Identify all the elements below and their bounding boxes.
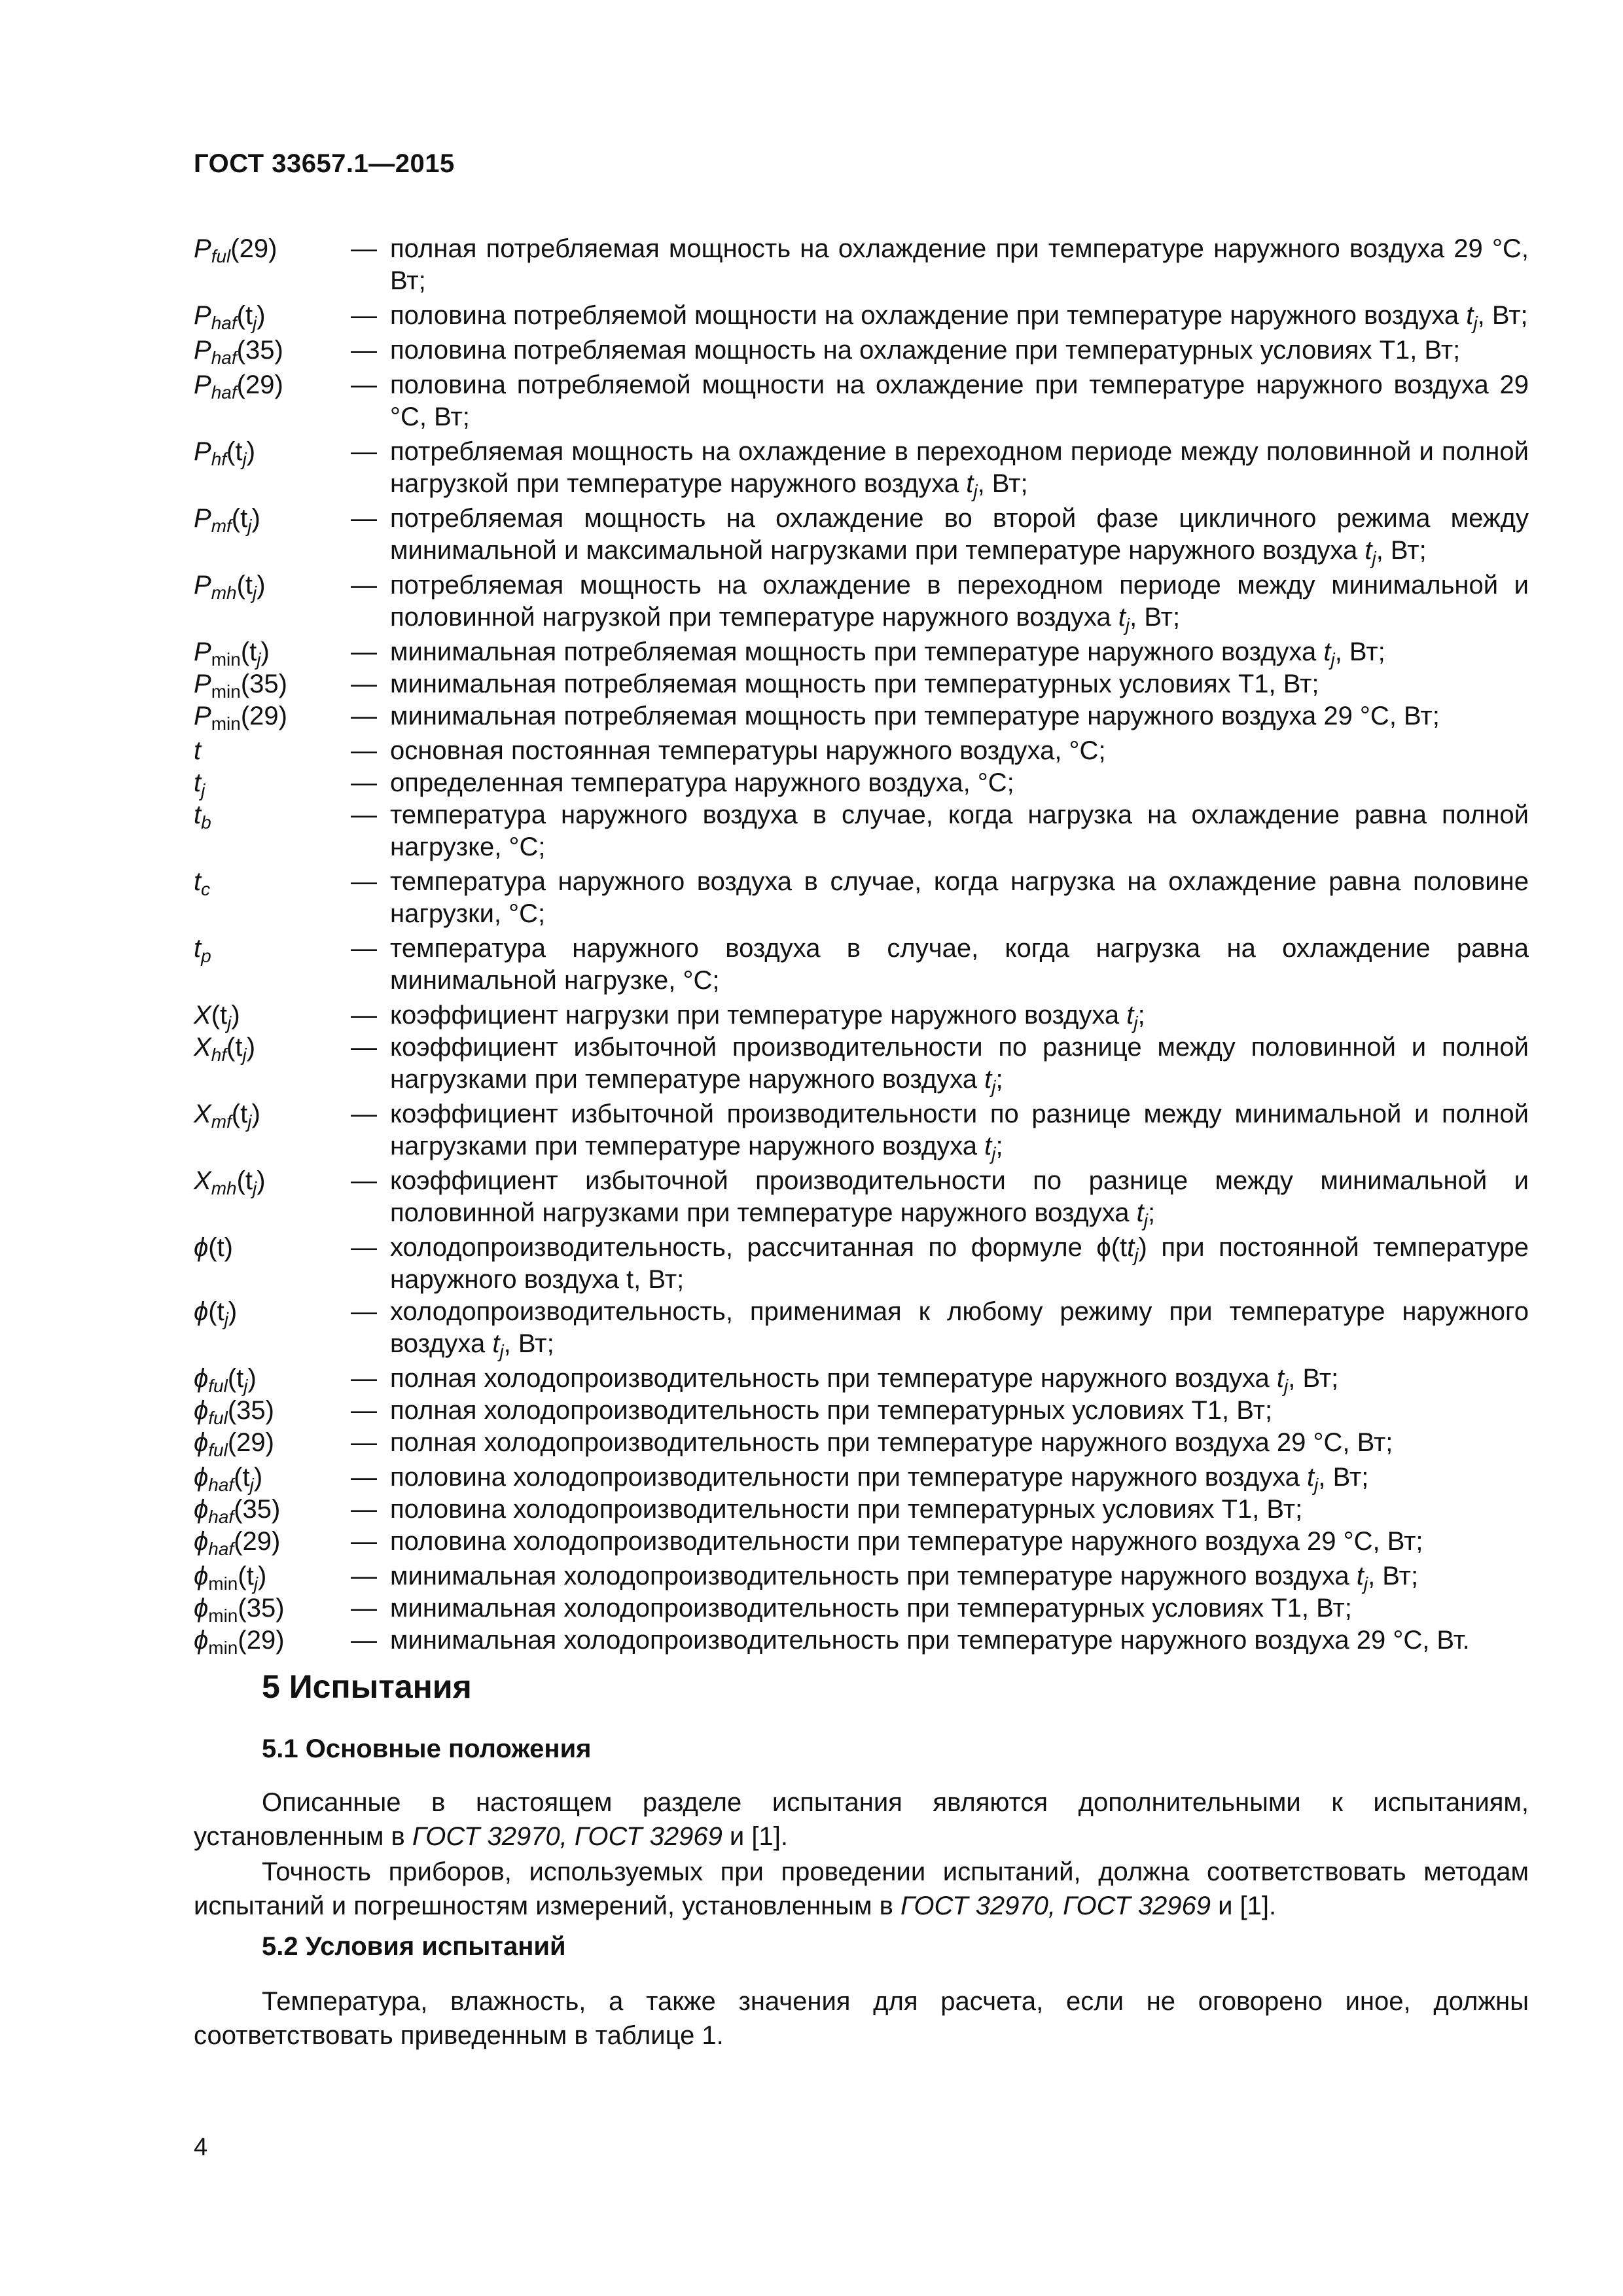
definition-symbol: $t_b$ xyxy=(194,800,211,833)
definition-row xyxy=(194,233,1529,297)
definition-symbol: ϕ(t) xyxy=(194,1233,234,1262)
definition-text: минимальная потребляемая мощность при температурных условиях Т1, Вт; xyxy=(390,670,1319,698)
definition-dash: — xyxy=(351,1233,377,1262)
definition-dash: — xyxy=(351,1428,377,1457)
document-header: ГОСТ 33657.1—2015 xyxy=(194,149,455,178)
definition-dash: — xyxy=(351,437,377,466)
definition-symbol: $P_{min}(35)$ xyxy=(194,670,287,702)
definition-row xyxy=(194,700,1529,732)
section-5-2-paragraph-1: Температура, влажность, а также значения для расчета, если не оговорено иное, должны соответствовать приведенным в таблице 1. xyxy=(194,1987,1529,2050)
definition-dash: — xyxy=(351,637,377,666)
definition-dash: — xyxy=(351,1562,377,1590)
definition-symbol: $X_{mh}(t_j)$ xyxy=(194,1166,266,1198)
definition-text: потребляемая мощность на охлаждение во второй фазе цикличного режима между минимальной и максимальной нагрузками при температуре наружного воздуха $t_j$, Вт; xyxy=(390,504,1529,568)
definition-dash: — xyxy=(351,1396,377,1425)
definition-symbol: $\phi_{min}(t_j)$ xyxy=(194,1562,267,1594)
definition-row xyxy=(194,767,1529,799)
definition-symbol: $\phi_{haf}(t_j)$ xyxy=(194,1463,263,1495)
definition-symbol: $\phi_{min}(29)$ xyxy=(194,1626,285,1658)
definition-row xyxy=(194,999,1529,1031)
definition-text: температура наружного воздуха в случае, когда нагрузка на охлаждение равна минимальной нагрузке, °С; xyxy=(390,934,1529,995)
definition-text: холодопроизводительность, рассчитанная по формуле $\phi(tt_j)$ при постоянной температуре наружного воздуха t, Вт; xyxy=(390,1233,1529,1294)
definition-row xyxy=(194,668,1529,700)
definition-symbol: $\phi_{ful}(29)$ xyxy=(194,1428,274,1460)
definition-text: полная потребляемая мощность на охлаждение при температуре наружного воздуха 29 °С, Вт; xyxy=(390,234,1529,295)
definition-row xyxy=(194,866,1529,930)
definition-symbol: $P_{mf}(t_j)$ xyxy=(194,504,260,536)
definition-text: коэффициент избыточной производительности по разнице между минимальной и половинной нагрузками при температуре наружного воздуха $t_j$; xyxy=(390,1166,1529,1230)
definition-row xyxy=(194,1624,1529,1657)
definition-row xyxy=(194,1494,1529,1526)
definition-dash: — xyxy=(351,934,377,963)
definition-dash: — xyxy=(351,336,377,365)
definition-symbol: $t_j$ xyxy=(194,768,205,800)
definition-text: минимальная холодопроизводительность при температуре наружного воздуха $t_j$, Вт; xyxy=(390,1562,1419,1594)
definition-text: коэффициент избыточной производительности по разнице между минимальной и полной нагрузками при температуре наружного воздуха $t_j$; xyxy=(390,1100,1529,1164)
definition-row xyxy=(194,569,1529,634)
definition-row xyxy=(194,1232,1529,1296)
definition-text: потребляемая мощность на охлаждение в переходном периоде между минимальной и половинной нагрузкой при температуре наружного воздуха $t_j$, Вт; xyxy=(390,571,1529,635)
section-5-1-paragraph-2: Точность приборов, используемых при проведении испытаний, должна соответствовать методам испытаний и погрешностям измерений, установленным в ГОСТ 32970, ГОСТ 32969 и [1]. xyxy=(194,1857,1529,1920)
definition-dash: — xyxy=(351,867,377,896)
definition-dash: — xyxy=(351,1297,377,1326)
definition-dash: — xyxy=(351,1463,377,1492)
definition-row xyxy=(194,1031,1529,1096)
definition-row xyxy=(194,1592,1529,1624)
definition-dash: — xyxy=(351,1527,377,1556)
definition-text: полная холодопроизводительность при температурных условиях Т1, Вт; xyxy=(390,1396,1273,1425)
definition-dash: — xyxy=(351,768,377,797)
definition-symbol: $P_{min}(29)$ xyxy=(194,702,287,734)
definition-text: определенная температура наружного воздуха, °С; xyxy=(390,768,1014,797)
definition-text: половина потребляемой мощности на охлаждение при температуре наружного воздуха $t_j$, Вт; xyxy=(390,301,1528,333)
definition-dash: — xyxy=(351,702,377,730)
section-5-2-title: 5.2 Условия испытаний xyxy=(262,1932,566,1961)
definition-row xyxy=(194,1165,1529,1229)
definition-row xyxy=(194,369,1529,433)
definition-text: холодопроизводительность, применимая к любому режиму при температуре наружного воздуха $t_j$, Вт; xyxy=(390,1297,1529,1361)
definition-symbol: $\phi_{ful}(t_j)$ xyxy=(194,1364,257,1396)
definition-dash: — xyxy=(351,370,377,399)
definition-dash: — xyxy=(351,1001,377,1030)
definition-text: минимальная потребляемая мощность при температуре наружного воздуха 29 °С, Вт; xyxy=(390,702,1440,730)
definition-text: полная холодопроизводительность при температуре наружного воздуха $t_j$, Вт; xyxy=(390,1364,1339,1396)
definition-text: коэффициент нагрузки при температуре наружного воздуха $t_j$; xyxy=(390,1001,1145,1033)
definition-dash: — xyxy=(351,234,377,263)
definition-dash: — xyxy=(351,1626,377,1655)
definition-text: основная постоянная температуры наружного воздуха, °С; xyxy=(390,736,1106,765)
definition-text: половина холодопроизводительности при температуре наружного воздуха 29 °С, Вт; xyxy=(390,1527,1423,1556)
definition-text: полная холодопроизводительность при температуре наружного воздуха 29 °С, Вт; xyxy=(390,1428,1393,1457)
definition-row xyxy=(194,1560,1529,1592)
definition-row xyxy=(194,1395,1529,1427)
definition-symbol: $\phi_{haf}(29)$ xyxy=(194,1527,281,1559)
page-number: 4 xyxy=(194,2134,208,2161)
definition-dash: — xyxy=(351,1033,377,1062)
definition-text: коэффициент избыточной производительности по разнице между половинной и полной нагрузками при температуре наружного воздуха $t_j$; xyxy=(390,1033,1529,1097)
definition-row xyxy=(194,334,1529,367)
definition-symbol: $P_{haf}(t_j)$ xyxy=(194,301,266,333)
definition-dash: — xyxy=(351,1495,377,1524)
section-5-1-paragraph-1: Описанные в настоящем разделе испытания являются дополнительными к испытаниям, установленным в ГОСТ 32970, ГОСТ 32969 и [1]. xyxy=(194,1788,1529,1851)
definition-row xyxy=(194,503,1529,567)
definition-symbol: $P_{haf}(35)$ xyxy=(194,336,283,368)
definition-row xyxy=(194,1462,1529,1494)
definition-symbol: $t_p$ xyxy=(194,934,211,966)
definition-text: половина холодопроизводительности при температуре наружного воздуха $t_j$, Вт; xyxy=(390,1463,1369,1495)
definition-symbol: $P_{hf}(t_j)$ xyxy=(194,437,256,469)
definition-symbol: $\phi_{min}(35)$ xyxy=(194,1594,285,1626)
definition-symbol: $\phi_{haf}(35)$ xyxy=(194,1495,281,1527)
definition-symbol: $P_{ful}(29)$ xyxy=(194,234,277,266)
definition-dash: — xyxy=(351,571,377,600)
definition-symbol: $P_{haf}(29)$ xyxy=(194,370,283,403)
definition-symbol: $\phi(t_j)$ xyxy=(194,1297,238,1329)
definition-symbol: t xyxy=(194,736,202,765)
definition-text: температура наружного воздуха в случае, когда нагрузка на охлаждение равна полной нагрузке, °С; xyxy=(390,800,1529,861)
definition-symbol: $\phi_{ful}(35)$ xyxy=(194,1396,274,1428)
definition-text: минимальная потребляемая мощность при температуре наружного воздуха $t_j$, Вт; xyxy=(390,637,1385,670)
definition-row xyxy=(194,436,1529,500)
definition-text: половина потребляемая мощность на охлаждение при температурных условиях Т1, Вт; xyxy=(390,336,1461,365)
definition-symbol: $t_c$ xyxy=(194,867,211,899)
definition-symbol: $X_{mf}(t_j)$ xyxy=(194,1100,260,1132)
definition-dash: — xyxy=(351,1594,377,1623)
definition-text: половина потребляемой мощности на охлаждение при температуре наружного воздуха 29 °С, Вт; xyxy=(390,370,1529,431)
definition-row xyxy=(194,1427,1529,1459)
section-5-title: 5 Испытания xyxy=(262,1668,472,1705)
definition-dash: — xyxy=(351,1100,377,1128)
definition-symbol: $X_{hf}(t_j)$ xyxy=(194,1033,256,1065)
definition-dash: — xyxy=(351,504,377,533)
definition-row xyxy=(194,1526,1529,1558)
section-5-1-title: 5.1 Основные положения xyxy=(262,1734,592,1763)
definition-dash: — xyxy=(351,1364,377,1393)
definition-symbol: $P_{mh}(t_j)$ xyxy=(194,571,266,603)
definition-dash: — xyxy=(351,736,377,765)
definition-row xyxy=(194,300,1529,332)
definition-symbol: $X(t_j)$ xyxy=(194,1001,240,1033)
definition-text: температура наружного воздуха в случае, когда нагрузка на охлаждение равна половине нагрузки, °С; xyxy=(390,867,1529,928)
definition-symbol: $P_{min}(t_j)$ xyxy=(194,637,270,670)
definition-row xyxy=(194,636,1529,668)
definition-dash: — xyxy=(351,301,377,330)
definition-text: половина холодопроизводительности при температурных условиях Т1, Вт; xyxy=(390,1495,1303,1524)
definitions-list xyxy=(194,233,1529,1657)
definition-row xyxy=(194,799,1529,863)
definition-row xyxy=(194,735,1529,767)
definition-dash: — xyxy=(351,1166,377,1195)
definition-dash: — xyxy=(351,800,377,829)
definition-text: потребляемая мощность на охлаждение в переходном периоде между половинной и полной нагрузкой при температуре наружного воздуха $t_j$, Вт; xyxy=(390,437,1529,501)
definition-row xyxy=(194,1296,1529,1360)
definition-text: минимальная холодопроизводительность при температурных условиях Т1, Вт; xyxy=(390,1594,1352,1623)
definition-row xyxy=(194,1363,1529,1395)
definition-text: минимальная холодопроизводительность при температуре наружного воздуха 29 °С, Вт. xyxy=(390,1626,1470,1655)
definition-dash: — xyxy=(351,670,377,698)
definition-row xyxy=(194,933,1529,997)
definition-row xyxy=(194,1098,1529,1162)
